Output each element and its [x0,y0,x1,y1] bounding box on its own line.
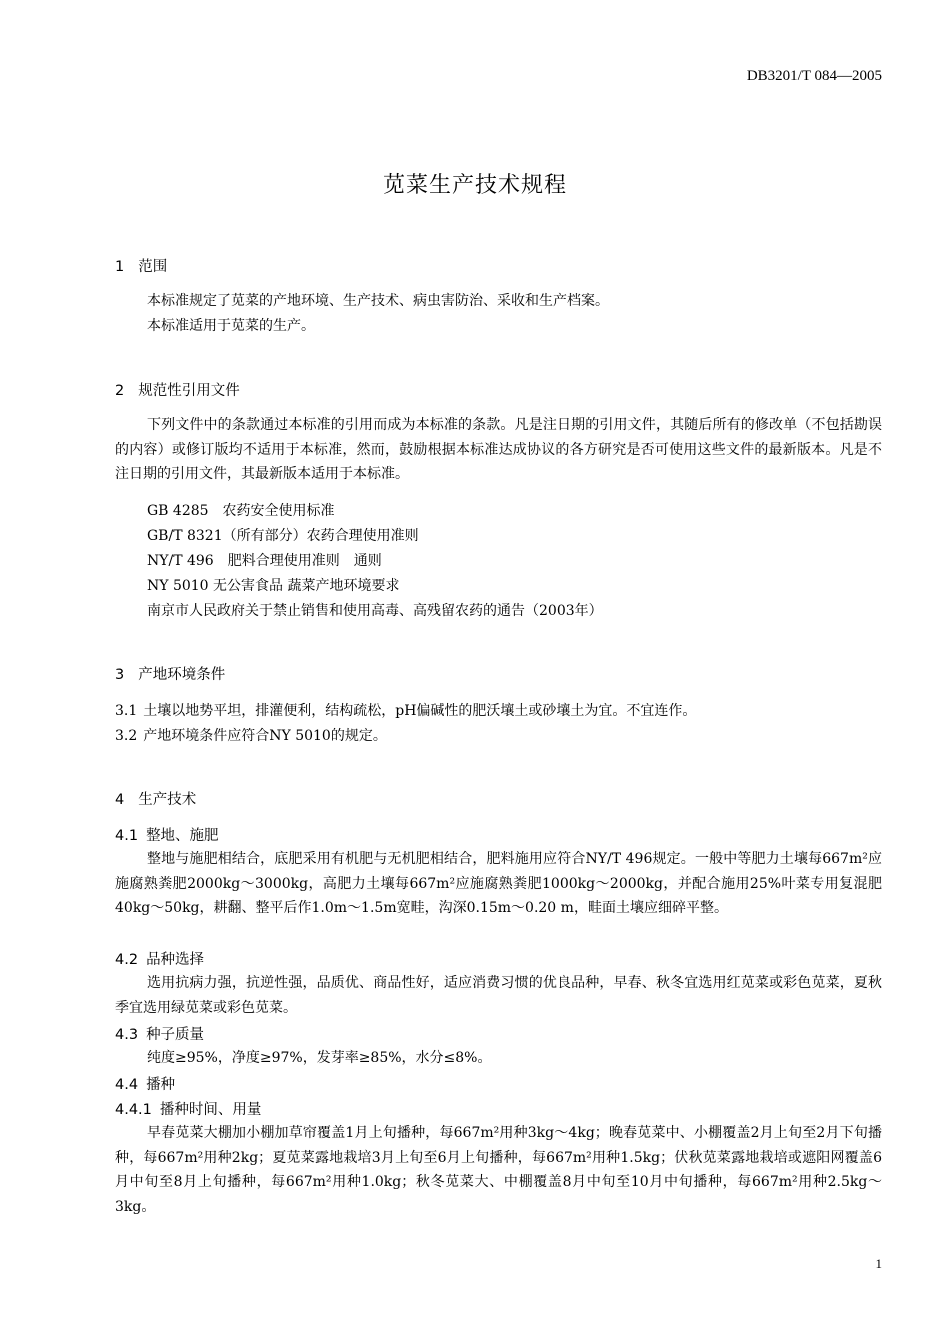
subsection-title: 整地、施肥 [146,828,219,844]
section-title: 范围 [138,259,168,275]
subsection-number: 4.4 [115,1077,139,1093]
page-number: 1 [875,1256,882,1271]
section-1-heading [115,255,167,276]
subsection-title: 品种选择 [146,952,205,968]
clause-3-1 [115,700,696,720]
section-title: 生产技术 [138,792,197,808]
reference-item: GB/T 8321（所有部分）农药合理使用准则 [147,528,419,544]
subsection-number: 4.3 [115,1027,139,1043]
subsection-4-1-text: 整地与施肥相结合，底肥采用有机肥与无机肥相结合，肥料施用应符合NY/T 496规定。一般中等肥力土壤每667m²应施腐熟粪肥2000kg～3000kg，高肥力土壤每667m²应施腐熟粪肥1000kg～2000kg，并配合施用25%叶菜专用复混肥 40kg～50kg，耕翻、整平后作1.0m～1.5m宽畦，沟深0.15m～0.20 m，畦面土壤应细碎平整。 [115,851,882,916]
subsection-number: 4.1 [115,828,139,844]
section-3-heading [115,663,225,684]
subsection-title: 播种时间、用量 [159,1102,262,1118]
subsection-4-3-text: 纯度≥95%，净度≥97%，发芽率≥85%，水分≤8%。 [147,1050,492,1066]
reference-item: NY 5010 无公害食品 蔬菜产地环境要求 [147,578,400,594]
document-title: 苋菜生产技术规程 [382,173,567,198]
section-2-intro: 下列文件中的条款通过本标准的引用而成为本标准的条款。凡是注日期的引用文件，其随后所有的修改单（不包括勘误的内容）或修订版均不适用于本标准，然而，鼓励根据本标准达成协议的各方研究是否可使用这些文件的最新版本。凡是不注日期的引用文件，其最新版本适用于本标准。 [115,417,882,482]
subsection-4-4-heading [115,1073,175,1094]
reference-item: NY/T 496 肥料合理使用准则 通则 [147,553,382,569]
reference-item: 南京市人民政府关于禁止销售和使用高毒、高残留农药的通告（2003年） [147,603,603,619]
section-number: 2 [115,383,125,399]
clause-text: 产地环境条件应符合NY 5010的规定。 [143,728,387,744]
subsection-4-2-text: 选用抗病力强，抗逆性强，品质优、商品性好，适应消费习惯的优良品种，早春、秋冬宜选用红苋菜或彩色苋菜，夏秋季宜选用绿苋菜或彩色苋菜。 [115,975,882,1016]
subsection-number: 4.2 [115,952,139,968]
section-4-heading [115,788,196,809]
section-number: 1 [115,259,125,275]
section-title: 产地环境条件 [138,667,226,683]
clause-text: 土壤以地势平坦，排灌便利，结构疏松，pH偏碱性的肥沃壤土或砂壤土为宜。不宜连作。 [143,703,697,719]
clause-number: 3.1 [115,703,138,719]
clause-3-2 [115,725,387,745]
section-2-heading [115,379,240,400]
subsection-title: 种子质量 [146,1027,205,1043]
standard-code: DB3201/T 084—2005 [746,68,882,84]
section-title: 规范性引用文件 [138,383,240,399]
section-1-paragraph-1: 本标准规定了苋菜的产地环境、生产技术、病虫害防治、采收和生产档案。 [147,293,609,309]
subsection-4-2-heading [115,948,204,969]
section-1-paragraph-2: 本标准适用于苋菜的生产。 [147,318,315,334]
subsection-4-1-heading [115,824,219,845]
subsection-title: 播种 [146,1077,176,1093]
clause-number: 3.2 [115,728,138,744]
subsection-number: 4.4.1 [115,1102,152,1118]
subsection-4-4-1-text: 早春苋菜大棚加小棚加草帘覆盖1月上旬播种，每667m²用种3kg～4kg；晚春苋菜中、小棚覆盖2月上旬至2月下旬播种，每667m²用种2kg；夏苋菜露地栽培3月上旬至6月上旬播种，每667m²用种1.5kg；伏秋苋菜露地栽培或遮阳网覆盖6月中旬至8月上旬播种，每667m²用种1.0kg；秋冬苋菜大、中棚覆盖8月中旬至10月中旬播种，每667m²用种2.5kg～3kg。 [115,1125,882,1215]
subsection-4-4-1-heading [115,1098,261,1119]
section-number: 3 [115,667,125,683]
reference-item: GB 4285 农药安全使用标准 [147,503,335,519]
subsection-4-3-heading [115,1023,204,1044]
section-number: 4 [115,792,125,808]
